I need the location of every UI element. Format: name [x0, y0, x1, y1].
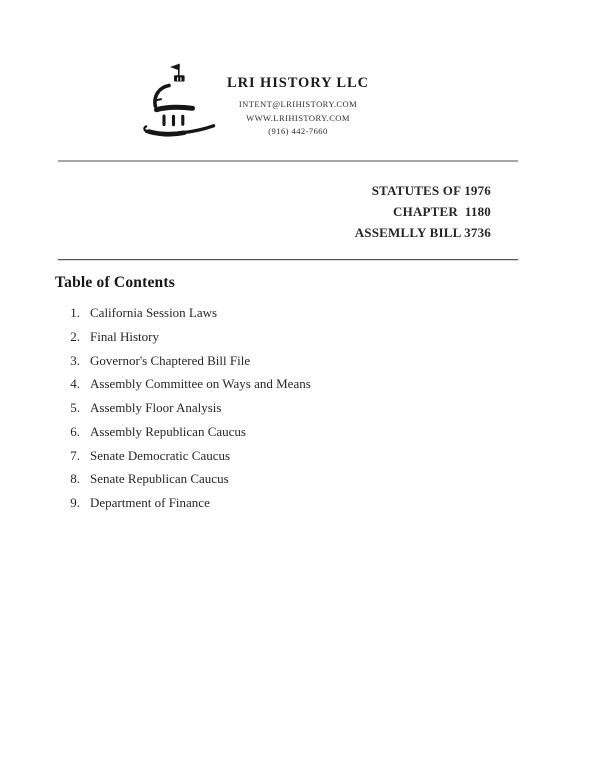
- toc-item-label: Department of Finance: [90, 495, 210, 510]
- toc-item: [54, 305, 217, 321]
- toc-item-number: 1.: [70, 305, 80, 320]
- toc-item-label: Senate Republican Caucus: [90, 471, 229, 486]
- toc-heading: Table of Contents: [55, 274, 175, 291]
- divider-top: [58, 160, 518, 162]
- toc-item: [54, 376, 311, 392]
- toc-item-number: 4.: [70, 376, 80, 391]
- toc-item-number: 9.: [70, 495, 80, 510]
- toc-item-number: 2.: [70, 329, 80, 344]
- toc-item-label: Assembly Republican Caucus: [90, 424, 246, 439]
- toc-item-label: California Session Laws: [90, 305, 218, 320]
- toc-item-label: Assembly Floor Analysis: [90, 400, 222, 415]
- toc-item: [54, 329, 159, 345]
- toc-item-number: 6.: [70, 424, 80, 439]
- toc-item-number: 5.: [70, 400, 80, 415]
- divider-bottom: [58, 259, 518, 260]
- toc-item-number: 8.: [70, 471, 80, 486]
- company-website: WWW.LRIHISTORY.COM: [246, 112, 350, 123]
- statutes-line: STATUTES OF 1976: [371, 183, 491, 198]
- company-phone: (916) 442-7660: [268, 126, 328, 136]
- toc-item-label: Governor's Chaptered Bill File: [90, 353, 251, 368]
- chapter-line: CHAPTER 1180: [393, 204, 491, 219]
- toc-item: [54, 495, 210, 511]
- company-name: LRI HISTORY LLC: [227, 75, 369, 91]
- company-email: INTENT@LRIHISTORY.COM: [238, 99, 358, 109]
- bill-reference-block: [240, 180, 491, 243]
- toc-item: [54, 400, 221, 416]
- toc-item-label: Senate Democratic Caucus: [90, 448, 231, 463]
- toc-item-label: Final History: [90, 329, 159, 344]
- toc-item: [54, 353, 250, 369]
- toc-item: [54, 471, 229, 487]
- toc-item-number: 7.: [70, 448, 80, 463]
- toc-item: [54, 424, 246, 440]
- toc-item-label: Assembly Committee on Ways and Means: [90, 376, 311, 391]
- assembly-bill-line: ASSEMLLY BILL 3736: [354, 225, 491, 240]
- toc-item: [54, 448, 230, 464]
- contact-block: [203, 98, 393, 139]
- toc-item-number: 3.: [70, 353, 80, 368]
